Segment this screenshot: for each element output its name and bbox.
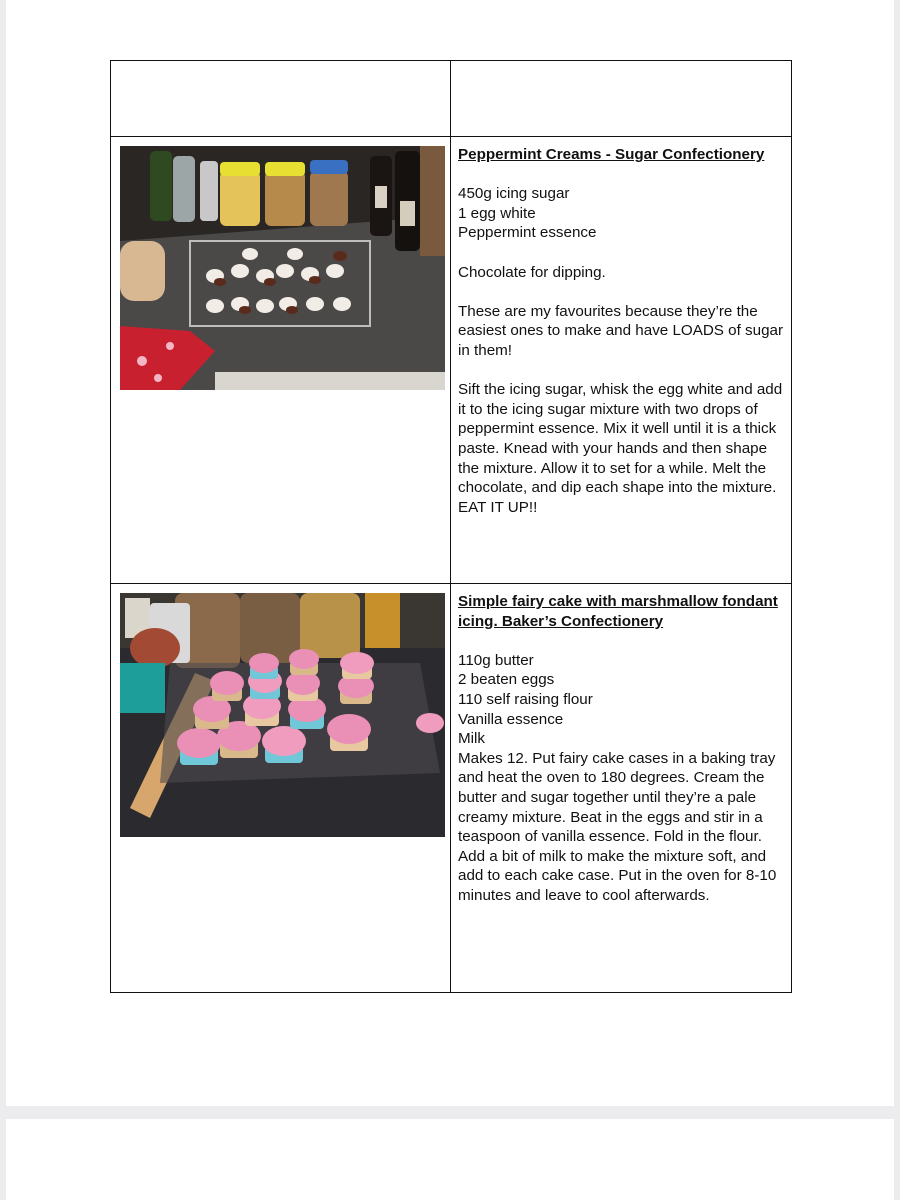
recipe-method: Sift the icing sugar, whisk the egg white and add it to the icing sugar mixture with two drops of peppermint essence. Mix it well until it is a thick paste. Knead with your hands and then shape the mixture. Allow it to set for a while. Melt the chocolate, and dip each shape into the mixture. EAT IT UP!! [458, 381, 783, 516]
ingredient: 110 self raising flour [458, 690, 593, 708]
table-row [111, 61, 792, 137]
recipe-text-cell [451, 137, 792, 584]
ingredient: 450g icing sugar [458, 185, 570, 203]
ingredient: 2 beaten eggs [458, 671, 555, 689]
document-page [6, 0, 894, 1106]
table-row [111, 584, 792, 993]
empty-cell [451, 61, 792, 137]
recipe-extra: Chocolate for dipping. [458, 263, 606, 281]
recipe-title: Simple fairy cake with marshmallow fondant icing. Baker’s Confectionery [458, 593, 778, 630]
recipe-note: These are my favourites because they’re the easiest ones to make and have LOADS of sugar in them! [458, 302, 784, 359]
recipe-text [451, 137, 791, 517]
ingredient: Vanilla essence [458, 710, 564, 728]
next-page [6, 1119, 894, 1200]
table-row [111, 137, 792, 584]
photo-cell [111, 137, 451, 584]
recipe-text [451, 584, 791, 906]
recipe-text-cell [451, 584, 792, 993]
ingredient: 1 egg white [458, 204, 536, 222]
ingredient: Milk [458, 730, 485, 748]
peppermint-creams-photo [120, 146, 445, 390]
recipe-table [110, 60, 792, 993]
fairy-cakes-photo [120, 593, 445, 837]
recipe-title: Peppermint Creams - Sugar Confectionery [458, 146, 765, 163]
empty-cell [111, 61, 451, 137]
recipe-method: Makes 12. Put fairy cake cases in a baking tray and heat the oven to 180 degrees. Cream the butter and sugar together until they’re a pale creamy mixture. Beat in the eggs and stir in a teaspoon of vanilla essence. Fold in the flour. Add a bit of milk to make the mixture soft, and add to each cake case. Put in the oven for 8-10 minutes and leave to cool afterwards. [458, 749, 777, 904]
ingredient: 110g butter [458, 651, 534, 669]
ingredient: Peppermint essence [458, 224, 597, 242]
photo-cell [111, 584, 451, 993]
